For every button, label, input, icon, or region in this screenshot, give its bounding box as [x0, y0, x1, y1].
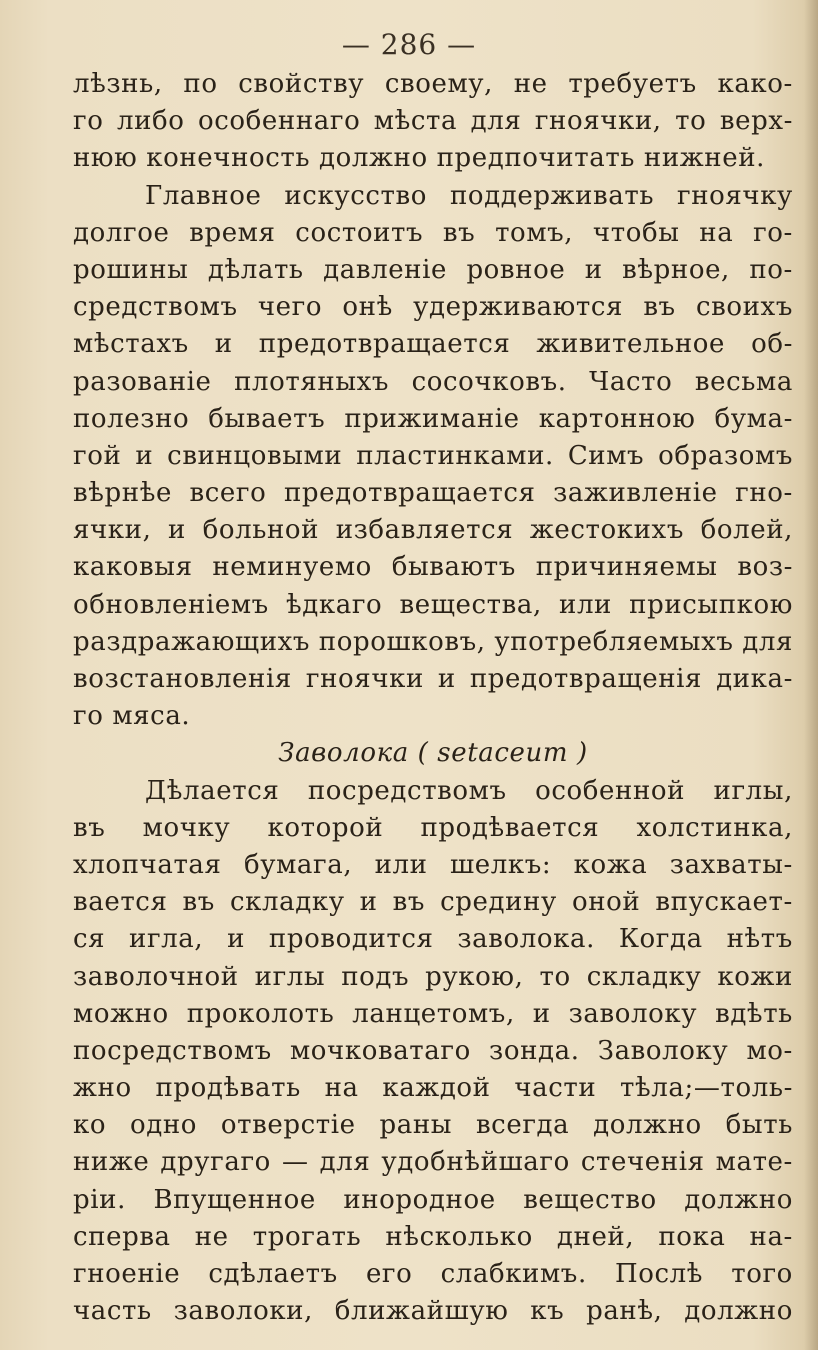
- text-line: мѣстахъ и предотвращается живительное об-: [73, 329, 793, 360]
- text-line: гой и свинцовыми пластинками. Симъ образомъ: [73, 440, 793, 471]
- text-line: ся игла, и проводится заволока. Когда нѣтъ: [73, 924, 793, 955]
- text-line: обновленіемъ ѣдкаго вещества, или присыпкою: [73, 589, 793, 620]
- text-line: ячки, и больной избавляется жестокихъ болей,: [73, 515, 793, 546]
- text-line: въ мочку которой продѣвается холстинка,: [73, 812, 793, 843]
- page-spine-shadow: [804, 0, 818, 1350]
- text-line: рошины дѣлать давленіе ровное и вѣрное, по-: [73, 254, 793, 285]
- text-line: сперва не трогать нѣсколько дней, пока на-: [73, 1221, 793, 1252]
- text-line: лѣзнь, по свойству своему, не требуетъ како-: [73, 69, 793, 99]
- text-line: разованіе плотяныхъ сосочковъ. Часто весьма: [73, 366, 793, 397]
- text-line: долгое время состоитъ въ томъ, чтобы на го-: [73, 217, 793, 248]
- text-line: полезно бываетъ прижиманіе картонною бума-: [73, 403, 793, 434]
- text-line: часть заволоки, ближайшую къ ранѣ, должно: [73, 1296, 793, 1327]
- text-line: заволочной иглы подъ рукою, то складку кожи: [73, 961, 793, 992]
- section-heading: Заволока ( setaceum ): [278, 738, 588, 769]
- text-line: нюю конечность должно предпочитать нижней.: [73, 143, 766, 174]
- text-line: го мяса.: [73, 701, 191, 732]
- text-line: можно проколоть ланцетомъ, и заволоку вдѣть: [73, 998, 793, 1029]
- page-number: — 286 —: [341, 28, 477, 61]
- text-line: вается въ складку и въ средину оной впускает-: [73, 887, 793, 918]
- text-line: средствомъ чего онѣ удерживаются въ своихъ: [73, 292, 793, 323]
- text-line: го либо особеннаго мѣста для гноячки, то верх-: [73, 106, 793, 137]
- text-line: Главное искусство поддерживать гноячку: [145, 180, 793, 211]
- text-line: Дѣлается посредствомъ особенной иглы,: [145, 775, 793, 806]
- text-line: гноеніе сдѣлаетъ его слабкимъ. Послѣ того: [73, 1259, 793, 1289]
- text-line: ниже другаго — для удобнѣйшаго стеченія мате-: [73, 1147, 793, 1178]
- text-line: раздражающихъ порошковъ, употребляемыхъ для: [73, 626, 793, 657]
- body-text: [73, 66, 793, 1330]
- text-line: возстановленія гноячки и предотвращенія дика-: [73, 664, 793, 694]
- text-line: ко одно отверстіе раны всегда должно быть: [73, 1110, 793, 1141]
- text-line: каковыя неминуемо бываютъ причиняемы воз-: [73, 552, 793, 583]
- text-line: хлопчатая бумага, или шелкъ: кожа захваты-: [73, 849, 793, 880]
- text-line: посредствомъ мочковатаго зонда. Заволоку мо-: [73, 1035, 793, 1066]
- text-line: жно продѣвать на каждой части тѣла;—толь-: [73, 1073, 793, 1104]
- text-line: ріи. Впущенное инородное вещество должно: [73, 1184, 793, 1215]
- text-line: вѣрнѣе всего предотвращается заживленіе гно-: [73, 478, 793, 509]
